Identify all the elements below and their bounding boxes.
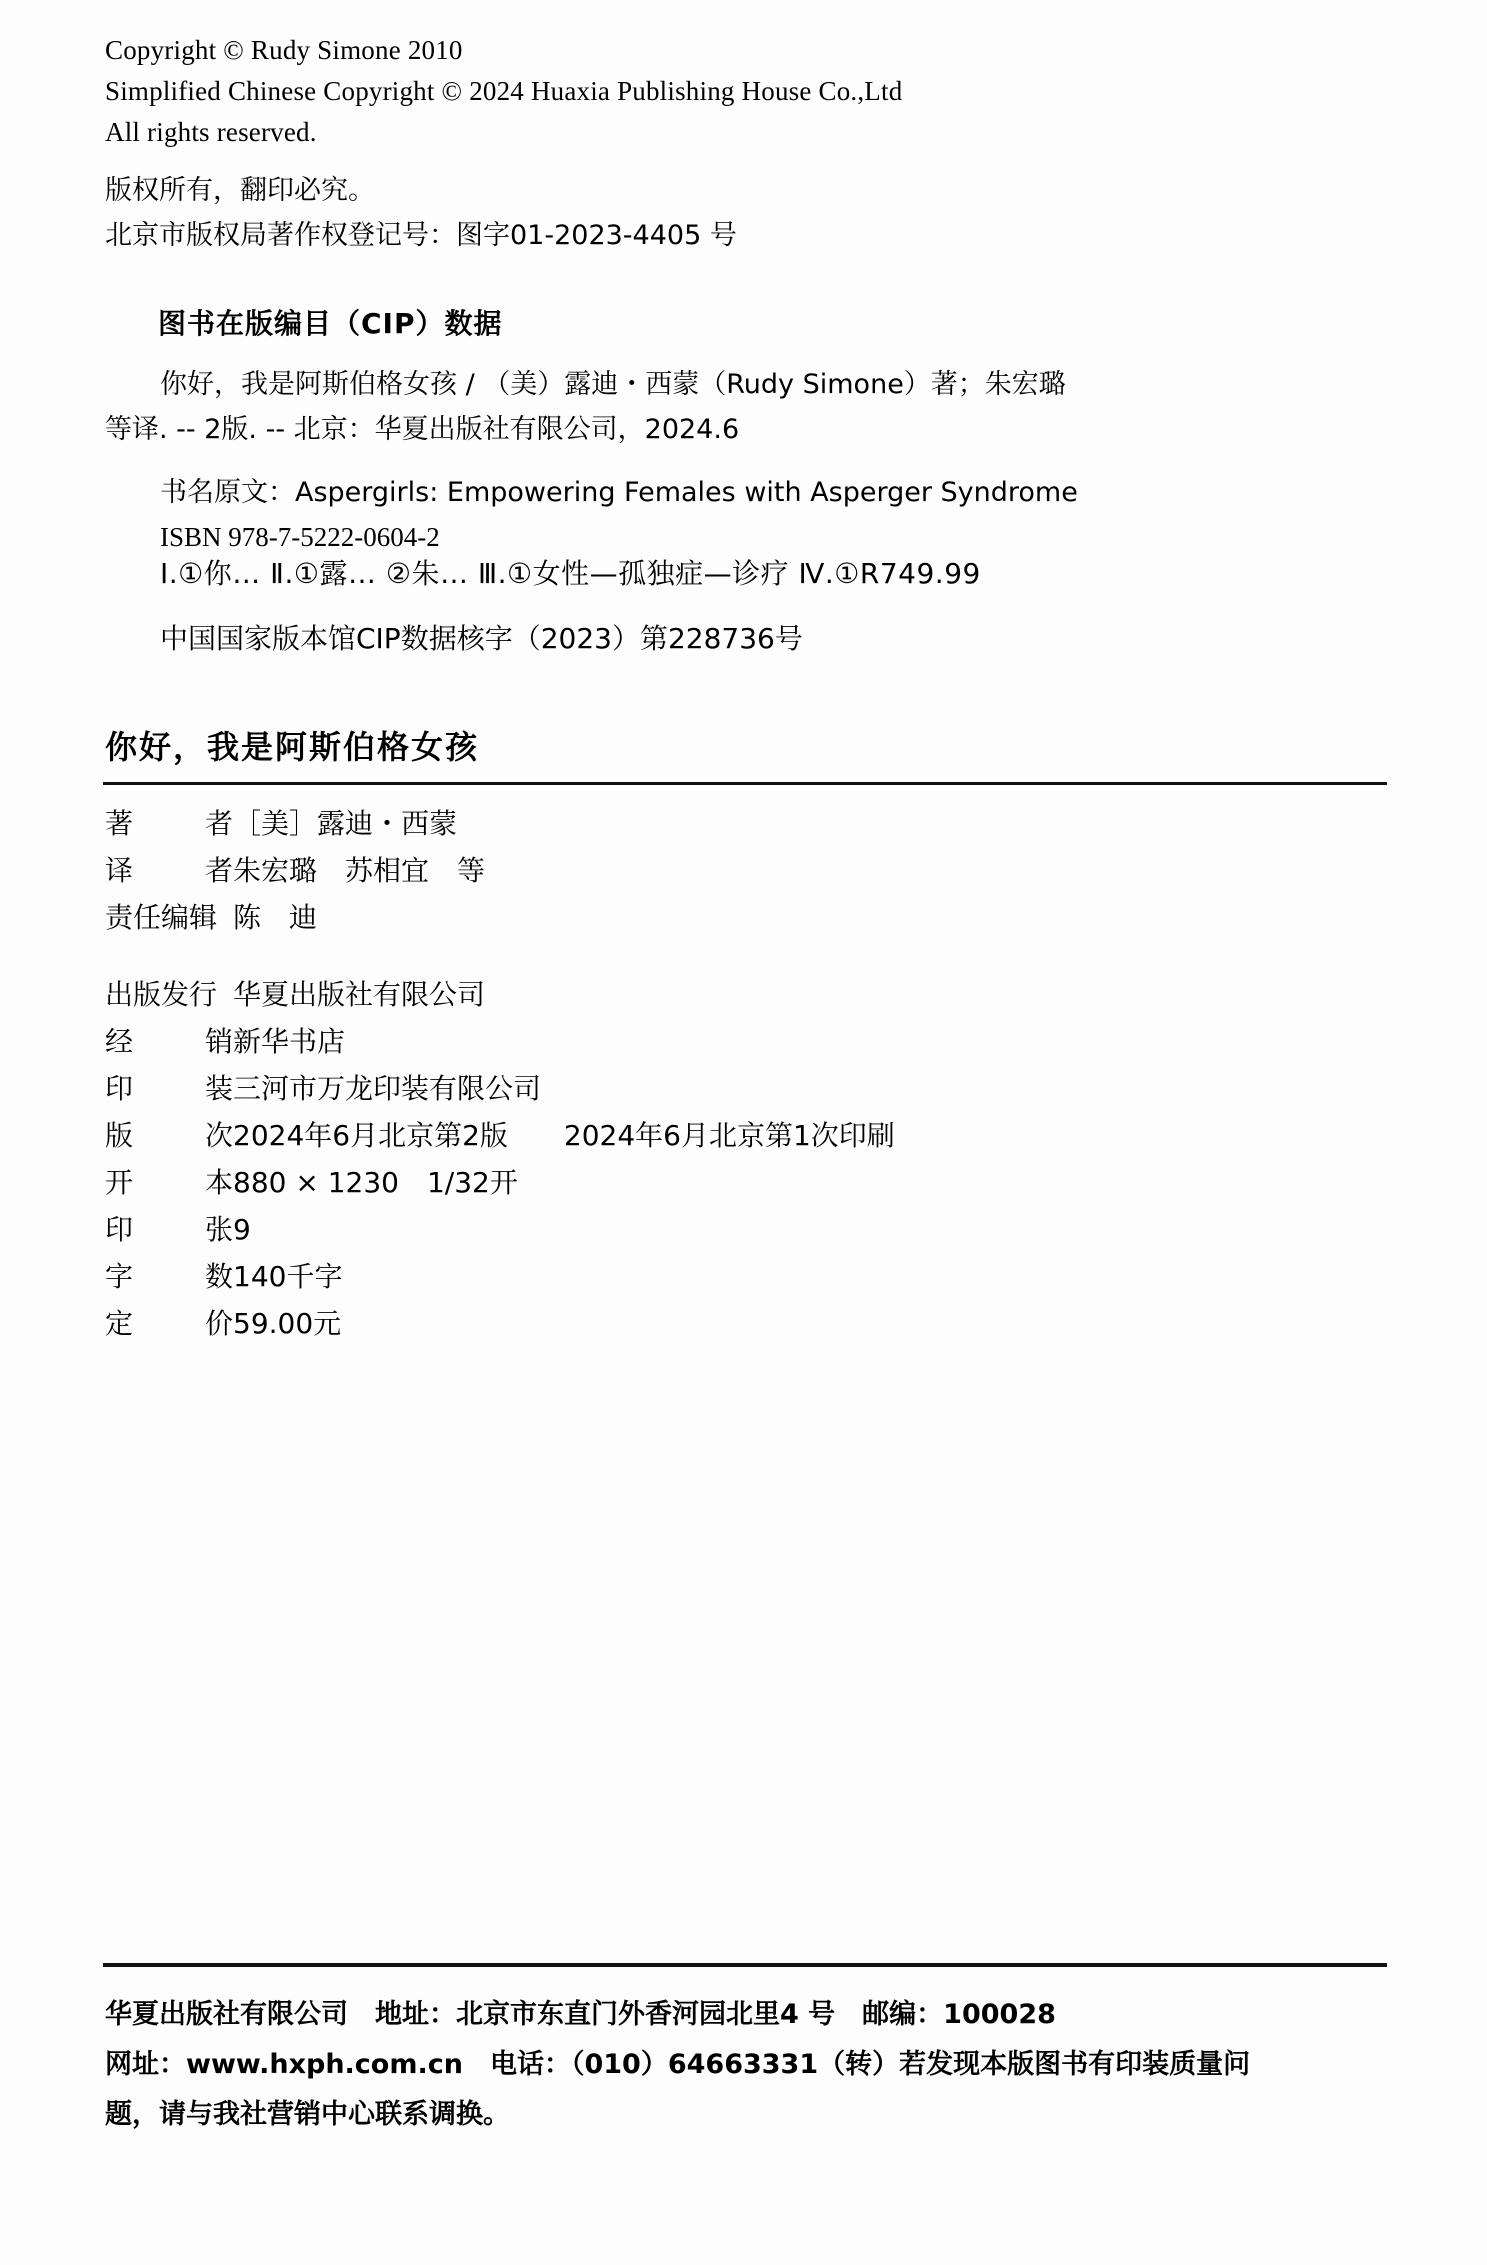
copyright-registration-line: 北京市版权局著作权登记号：图字01-2023-4405 号 bbox=[105, 220, 737, 251]
publication-label: 开 本 bbox=[105, 1166, 233, 1199]
chinese-rights-block bbox=[105, 168, 737, 258]
rights-reserved-line: 版权所有，翻印必究。 bbox=[105, 175, 375, 206]
credit-label: 著 者 bbox=[105, 807, 233, 840]
cip-heading: 图书在版编目（CIP）数据 bbox=[158, 307, 503, 340]
publication-row bbox=[105, 1114, 895, 1161]
divider-bottom bbox=[103, 1963, 1387, 1967]
imprint-title: 你好，我是阿斯伯格女孩 bbox=[105, 728, 480, 766]
cip-classification-line: Ⅰ.①你… Ⅱ.①露… ②朱… Ⅲ.①女性—孤独症—诊疗 Ⅳ.①R749.99 bbox=[160, 557, 981, 590]
cip-isbn: ISBN 978-7-5222-0604-2 bbox=[160, 522, 440, 552]
publication-label: 版 次 bbox=[105, 1119, 233, 1152]
english-copyright-block bbox=[105, 30, 902, 153]
publication-row bbox=[105, 973, 895, 1020]
cip-entry-line-2: 等译. -- 2版. -- 北京：华夏出版社有限公司，2024.6 bbox=[105, 414, 740, 445]
publication-label: 印 张 bbox=[105, 1213, 233, 1246]
copyright-line-2: Simplified Chinese Copyright © 2024 Huaxia Publishing House Co.,Ltd bbox=[105, 76, 903, 106]
credit-value: 朱宏璐 苏相宜 等 bbox=[233, 854, 486, 887]
publication-row bbox=[105, 1161, 895, 1208]
publication-value: 880 × 1230 1/32开 bbox=[233, 1166, 518, 1199]
publication-row bbox=[105, 1302, 895, 1349]
publication-label: 字 数 bbox=[105, 1260, 233, 1293]
publication-value: 59.00元 bbox=[233, 1307, 342, 1340]
credit-label: 译 者 bbox=[105, 854, 233, 887]
divider-top bbox=[103, 782, 1387, 785]
publication-label: 出版发行 bbox=[105, 978, 218, 1011]
publication-value: 2024年6月北京第2版 2024年6月北京第1次印刷 bbox=[233, 1119, 895, 1152]
footer-exchange-line: 题，请与我社营销中心联系调换。 bbox=[105, 2099, 510, 2130]
publication-value: 华夏出版社有限公司 bbox=[233, 978, 486, 1011]
publication-details-table bbox=[105, 973, 895, 1349]
copyright-line-3: All rights reserved. bbox=[105, 117, 317, 147]
footer-web-phone-line: 网址：www.hxph.com.cn 电话：（010）64663331（转）若发现本版图书有印装质量问 bbox=[105, 2049, 1251, 2080]
publication-label: 定 价 bbox=[105, 1307, 233, 1340]
cip-original-title: 书名原文：Aspergirls: Empowering Females with Asperger Syndrome bbox=[160, 477, 1078, 508]
credit-row bbox=[105, 849, 485, 896]
publication-value: 新华书店 bbox=[233, 1025, 346, 1058]
publication-value: 9 bbox=[233, 1213, 251, 1246]
credit-value: 陈 迪 bbox=[233, 901, 318, 934]
publication-label: 印 装 bbox=[105, 1072, 233, 1105]
publication-row bbox=[105, 1255, 895, 1302]
publication-row bbox=[105, 1020, 895, 1067]
copyright-line-1: Copyright © Rudy Simone 2010 bbox=[105, 35, 463, 65]
credit-row bbox=[105, 896, 485, 943]
cip-body bbox=[105, 362, 1395, 560]
publication-row bbox=[105, 1067, 895, 1114]
credit-label: 责任编辑 bbox=[105, 901, 218, 934]
credits-table bbox=[105, 802, 485, 943]
credit-value: ［美］露迪・西蒙 bbox=[233, 807, 458, 840]
publication-value: 140千字 bbox=[233, 1260, 343, 1293]
publication-row bbox=[105, 1208, 895, 1255]
cip-nlc-number: 中国国家版本馆CIP数据核字（2023）第228736号 bbox=[160, 622, 803, 655]
cip-entry-line-1: 你好，我是阿斯伯格女孩 / （美）露迪・西蒙（Rudy Simone）著；朱宏璐 bbox=[160, 369, 1066, 400]
publication-label: 经 销 bbox=[105, 1025, 233, 1058]
publisher-contact-footer bbox=[105, 1990, 1395, 2140]
credit-row bbox=[105, 802, 485, 849]
publication-value: 三河市万龙印装有限公司 bbox=[233, 1072, 542, 1105]
footer-address-line: 华夏出版社有限公司 地址：北京市东直门外香河园北里4 号 邮编：100028 bbox=[105, 1999, 1056, 2030]
